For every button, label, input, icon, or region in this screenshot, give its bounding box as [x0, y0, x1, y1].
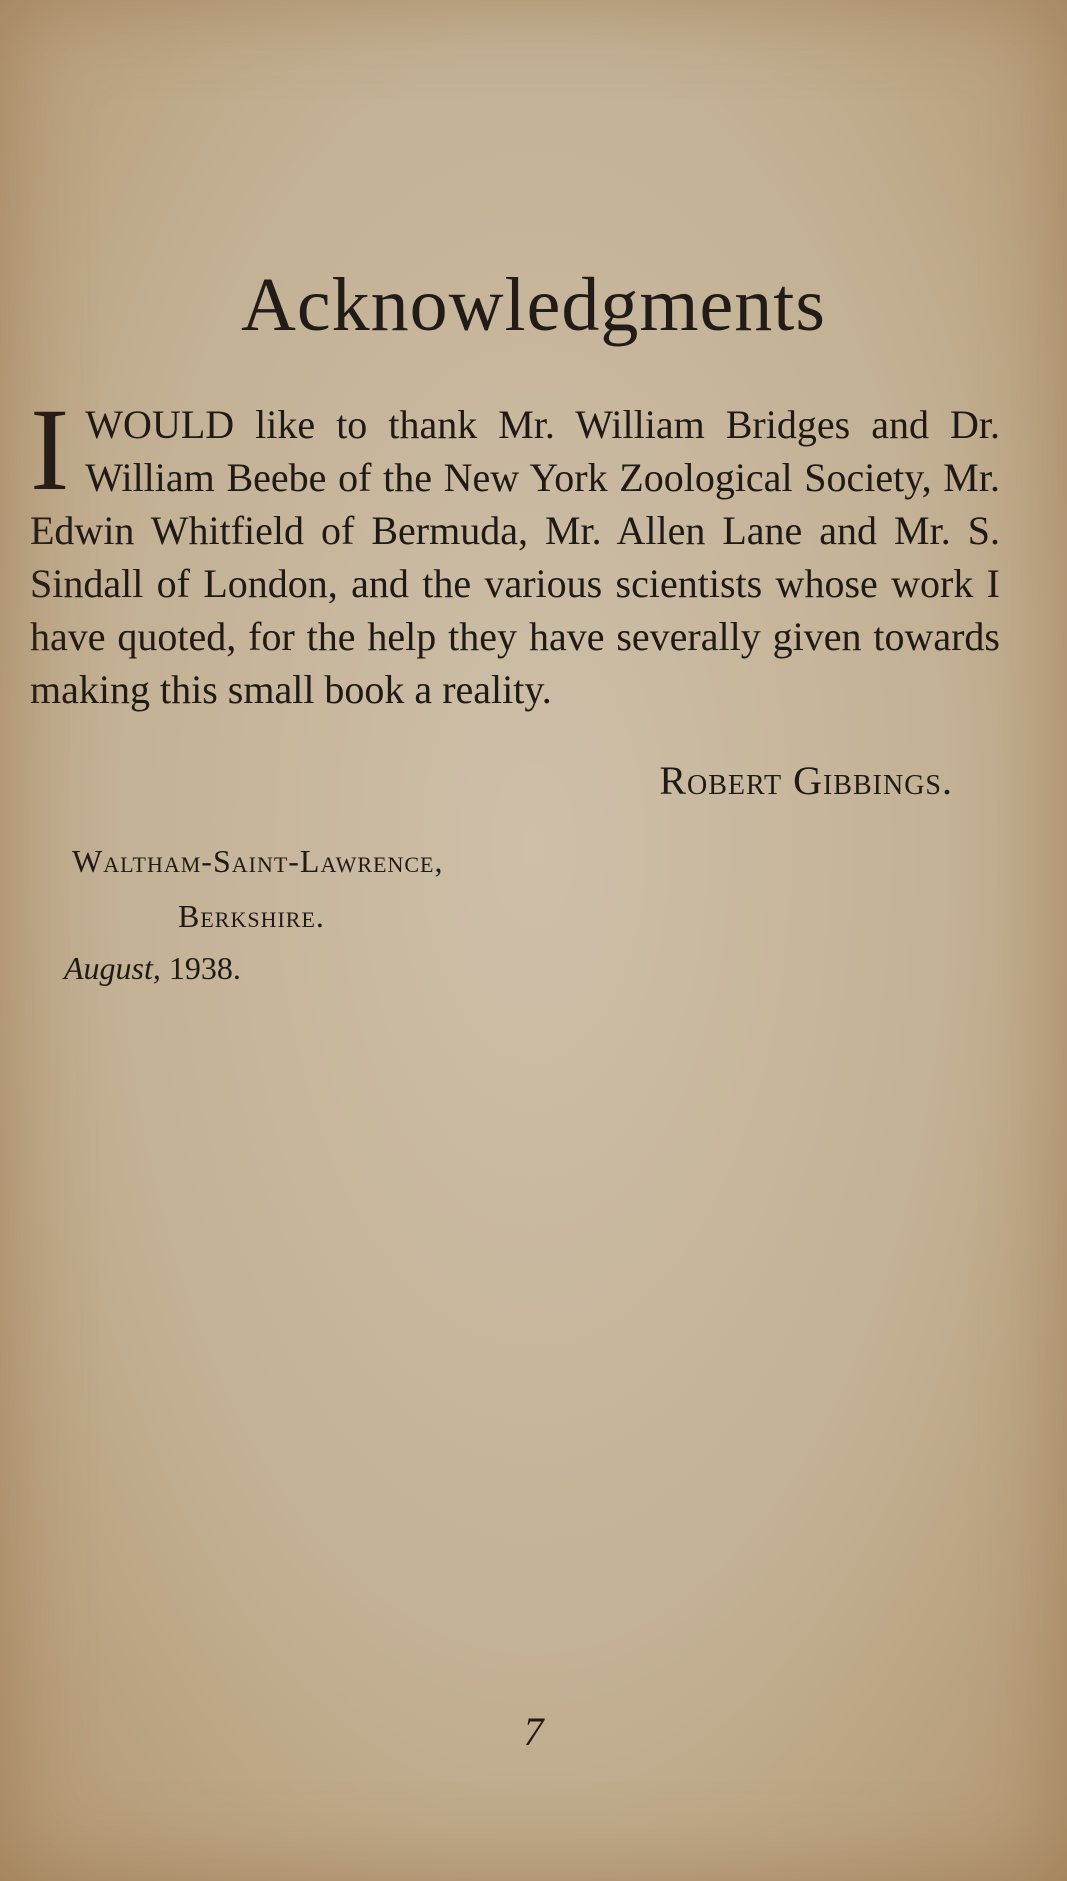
- page-number: 7: [523, 1709, 544, 1754]
- date-line: [64, 950, 241, 987]
- paragraph-text: WOULD like to thank Mr. William Bridges and Dr. William Beebe of the New York Zoological Society, Mr. Edwin Whitfield of Bermuda, Mr. Allen Lane and Mr. S. Sindall of London, and the various scientists whose work I have quoted, for the help they have severally given towards making this small book a reality.: [30, 402, 1000, 712]
- drop-cap: I: [30, 384, 70, 515]
- place-line-2: Berkshire.: [178, 898, 325, 934]
- place-line-1: Waltham-Saint-Lawrence,: [72, 843, 444, 879]
- date-month: August,: [64, 950, 161, 986]
- acknowledgment-paragraph: [30, 384, 1000, 716]
- date-year: 1938.: [168, 950, 241, 986]
- author-signature: Robert Gibbings.: [659, 758, 953, 803]
- page-title: Acknowledgments: [241, 263, 826, 347]
